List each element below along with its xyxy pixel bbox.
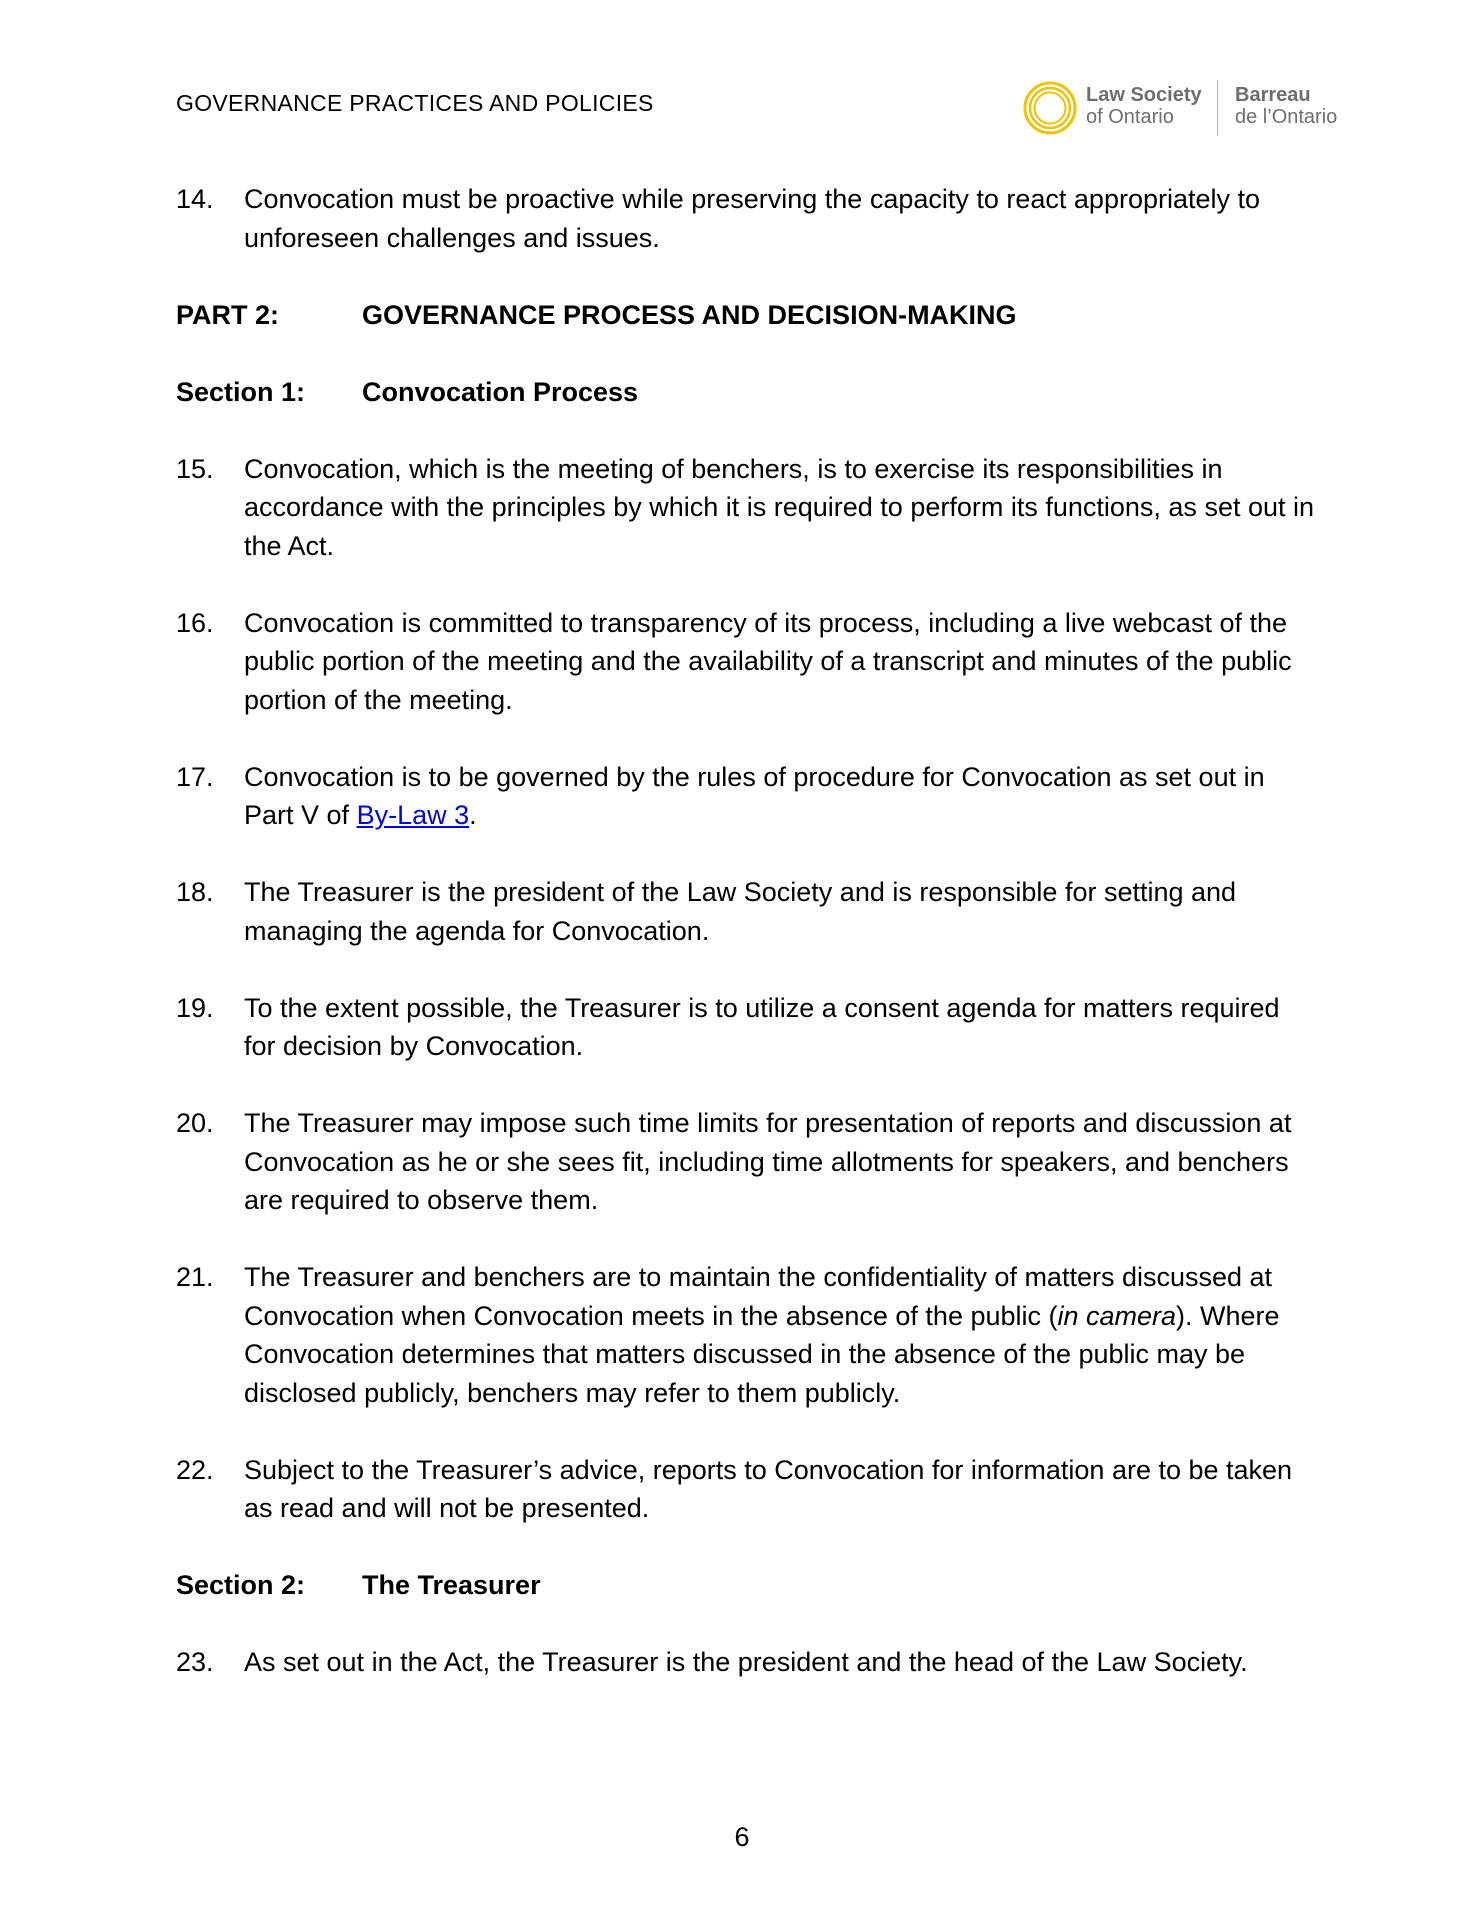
paragraph-number: 20. [176,1108,214,1138]
paragraph-19 [176,989,1316,1066]
logo-fr-line1: Barreau [1235,84,1311,106]
document-body [176,180,1316,1720]
law-society-logo [1022,78,1342,138]
bylaw-3-link[interactable]: By-Law 3 [356,800,470,830]
part-label: PART 2: [176,299,280,330]
section-title: The Treasurer [362,1570,541,1600]
logo-text-english [1086,84,1202,128]
section-1-heading [176,373,1316,412]
paragraph-text: Subject to the Treasurer’s advice, reports to Convocation for information are to be taken as read and will not be presented. [244,1454,1293,1523]
paragraph-text: Convocation is committed to transparency of its process, including a live webcast of the public portion of the meeting and the availability of a transcript and minutes of the public portion of the meeting. [244,607,1292,715]
paragraph-number: 23. [176,1647,214,1677]
section-title: Convocation Process [362,376,639,407]
paragraph-text-before-link: Convocation is to be governed by the rules of procedure for Convocation as set out in Part V of [244,761,1265,830]
document-title: GOVERNANCE PRACTICES AND POLICIES [176,90,654,116]
paragraph-14 [176,180,1316,257]
part-title: GOVERNANCE PROCESS AND DECISION-MAKING [362,299,1017,330]
logo-ring-icon [1022,80,1078,136]
paragraph-21 [176,1258,1316,1412]
paragraph-text: The Treasurer may impose such time limits for presentation of reports and discussion at Convocation as he or she sees fit, including time allotments for speakers, and benchers are required to observe them. [244,1108,1292,1215]
logo-fr-line2: de l’Ontario [1235,106,1338,128]
paragraph-text [244,1258,1316,1412]
paragraph-15 [176,450,1316,566]
page-header [0,0,1484,150]
logo-text-french [1235,84,1337,128]
paragraph-number: 21. [176,1262,214,1292]
paragraph-text: The Treasurer is the president of the Law Society and is responsible for setting and managing the agenda for Convocation. [244,877,1237,946]
logo-divider [1217,80,1218,136]
paragraph-number: 19. [176,992,214,1023]
paragraph-17 [176,758,1316,835]
section-label: Section 2: [176,1570,306,1600]
logo-en-line2: of Ontario [1086,106,1174,128]
paragraph-text-before-italic: The Treasurer and benchers are to maintain the confidentiality of matters discussed at Convocation when Convocation meets in the absence of the public ( [244,1262,1273,1331]
paragraph-text: Convocation, which is the meeting of benchers, is to exercise its responsibilities in accordance with the principles by which it is required to perform its functions, as set out in the Act. [244,453,1315,561]
part-2-heading [176,296,1316,335]
paragraph-number: 14. [176,184,214,214]
paragraph-text: To the extent possible, the Treasurer is to utilize a consent agenda for matters required for decision by Convocation. [244,992,1280,1061]
paragraph-number: 15. [176,453,214,484]
paragraph-number: 18. [176,877,214,907]
logo-en-line1: Law Society [1086,84,1202,106]
paragraph-number: 17. [176,761,214,792]
paragraph-20 [176,1104,1316,1220]
paragraph-text-after-italic: ). Where Convocation determines that matters discussed in the absence of the public may be disclosed publicly, benchers may refer to them publicly. [244,1300,1280,1408]
paragraph-23 [176,1643,1316,1682]
page-number: 6 [734,1822,750,1852]
paragraph-text [244,758,1316,835]
paragraph-16 [176,604,1316,720]
in-camera-italic: in camera [1057,1300,1177,1331]
paragraph-text: Convocation must be proactive while preserving the capacity to react appropriately to unforeseen challenges and issues. [244,184,1261,253]
section-2-heading [176,1566,1316,1605]
paragraph-18 [176,873,1316,950]
paragraph-text: As set out in the Act, the Treasurer is the president and the head of the Law Society. [244,1647,1248,1677]
paragraph-text-after-link: . [469,800,477,830]
section-label: Section 1: [176,376,306,407]
paragraph-number: 16. [176,607,214,638]
paragraph-22 [176,1451,1316,1528]
paragraph-number: 22. [176,1454,214,1485]
